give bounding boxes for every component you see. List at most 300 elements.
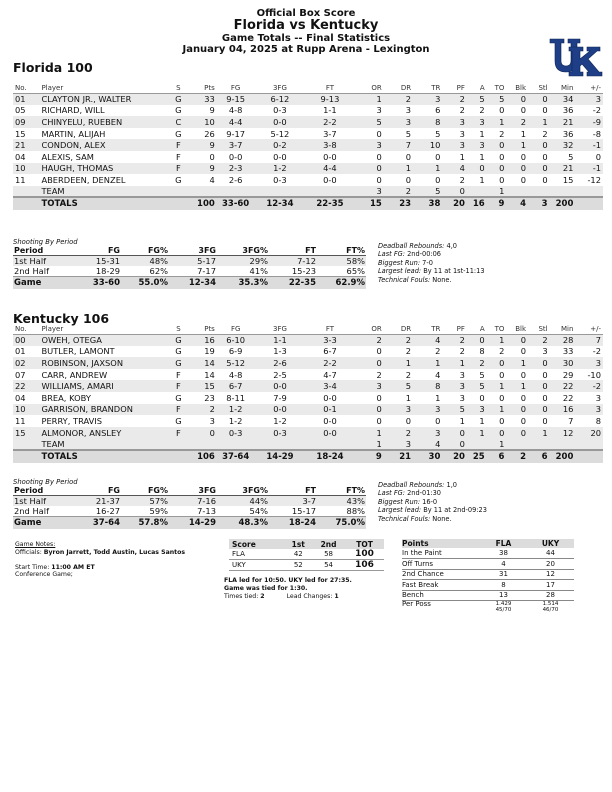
stat-cell: 3 [459,369,465,380]
stat-cell: 3 [528,197,550,210]
column-header: FT [269,486,317,496]
stat-cell: 4-8 [228,105,243,116]
stat-cell: 0-0 [305,427,354,439]
stat-cell: 0-0 [323,415,337,426]
column-header: Stl [528,325,550,334]
stat-cell: 7 [575,334,603,346]
stat-cell: F [176,369,181,380]
stat-cell: 7-13 [197,506,216,516]
stat-cell: 4 [506,197,528,210]
stat-cell [575,186,603,198]
column-header: Stl [528,84,550,93]
stat-cell: CLAYTON JR., WALTER [39,93,167,105]
stat-cell: 5 [479,369,485,380]
column-header: 3FG [169,246,217,256]
florida-team-title: Florida 100 [13,60,93,75]
stat-cell: 1 [479,415,485,426]
stat-cell: 0 [520,415,527,426]
stat-cell: 22-35 [305,197,354,210]
stat-cell: 07 [15,369,26,380]
stat-cell: 3-7 [269,496,317,507]
stat-cell: 1-1 [323,105,337,116]
stat-cell: 7-12 [269,256,317,267]
stat-cell: MARTIN, ALIJAH [41,128,106,139]
column-header: FT [305,84,354,93]
kentucky-game-notes: Deadball Rebounds: 1,0 Last FG: 2nd-01:30 Biggest Run: 16-0 Largest lead: By 11 at 2nd-09:23 Technical Fouls: None. [378,481,487,523]
stat-cell: 0-0 [255,380,306,392]
score-row [229,549,384,560]
stat-cell: 8 [413,116,442,128]
column-header: 3FG% [217,246,269,256]
stat-cell: F [168,380,189,392]
points-cell: Off Turns [402,559,480,570]
stat-cell: 0 [499,369,505,380]
stat-cell: G [175,415,182,426]
stat-cell: F [168,139,189,151]
stat-cell [168,186,189,198]
stat-cell: PERRY, TRAVIS [41,415,103,426]
score-row [229,560,384,571]
stat-cell [305,186,354,198]
stat-cell: 2-6 [255,357,306,369]
stat-cell: G [168,93,189,105]
stat-cell: 19 [204,346,215,357]
stat-cell: F [168,404,189,416]
stat-cell: 3-8 [305,139,354,151]
stat-cell: 5 [442,404,467,416]
stat-cell [575,197,603,210]
points-cell: 8 [480,580,527,591]
player-row [13,346,603,358]
stat-cell: 0 [467,334,487,346]
stat-cell: 2 [384,93,413,105]
stat-cell: 0-0 [323,151,337,162]
stat-cell: 7-16 [169,496,217,507]
stat-cell: 0-0 [228,151,243,162]
start-time-line: Start Time: 11:00 AM ET [15,563,95,571]
period-row [13,506,366,517]
per-poss-row: Per Poss 1.429 45/70 1.514 46/70 [402,600,559,614]
stat-cell: 33-60 [217,197,255,210]
florida-box-score-table [13,84,603,210]
stat-cell: C [168,116,189,128]
stat-cell: 35.3% [217,277,269,289]
stat-cell: 37-64 [217,450,255,463]
stat-cell: 2 [405,346,412,357]
stat-cell: 0 [542,369,548,380]
stat-cell: 2 [405,369,412,380]
stat-cell: 3 [209,415,215,426]
stat-cell: 11 [15,174,26,185]
stat-cell: 7-9 [273,392,287,403]
stat-cell: 8 [413,380,442,392]
score-cell: FLA [229,549,285,560]
points-cell: 2nd Chance [402,569,480,580]
stat-cell: 10 [13,404,39,416]
stat-cell: 2 [467,357,487,369]
column-header: UKY [527,539,574,548]
stat-cell: 2 [459,105,465,116]
stat-cell: 9 [209,105,215,116]
stat-cell: ROBINSON, JAXSON [39,357,167,369]
stat-cell: 2 [376,369,382,380]
stat-cell: 0-0 [254,116,305,128]
column-header: 1st [285,539,313,549]
stat-cell: 5 [467,380,487,392]
player-row [13,415,603,427]
stat-cell: 1st Half [13,256,73,267]
stat-cell: 3-7 [217,139,255,151]
player-row [13,151,603,163]
stat-cell: 5 [435,128,441,139]
stat-cell: 04 [15,392,26,403]
stat-cell: 1 [479,151,485,162]
stat-cell: 3 [442,116,467,128]
stat-cell: 0 [499,151,505,162]
stat-cell: 16-27 [95,506,120,516]
stat-cell: -10 [587,369,601,380]
stat-cell: RICHARD, WILL [41,105,105,116]
stat-cell: 55.0% [121,277,169,289]
column-header: 3FG% [217,486,269,496]
stat-cell [13,450,39,463]
column-header: PF [442,84,467,93]
score-cell: 100 [345,549,384,560]
period-row [13,266,366,277]
stat-cell: 0 [479,392,485,403]
stat-cell [255,438,306,450]
points-cell: 4 [480,559,527,570]
stat-cell: 9-13 [305,93,354,105]
stat-cell: 1 [384,163,413,175]
stat-cell: 0 [595,151,601,162]
stat-cell: 0 [487,163,507,175]
stat-cell: 15 [189,380,217,392]
stat-cell: HAUGH, THOMAS [39,163,167,175]
stat-cell: 20 [575,427,603,439]
stat-cell [506,438,528,450]
stat-cell: 10 [189,116,217,128]
stat-cell: -2 [575,380,603,392]
stat-cell: 2-2 [305,357,354,369]
stat-cell: 0 [499,105,505,116]
stat-cell: 0 [499,392,505,403]
stat-cell: 3 [413,93,442,105]
stat-cell: WILLIAMS, AMARI [39,380,167,392]
stat-cell: 33 [562,346,574,357]
stat-cell: 11 [15,415,26,426]
stat-cell: 0 [528,357,550,369]
stat-cell [528,438,550,450]
stat-cell: 5 [405,128,412,139]
stat-cell: 0-2 [254,139,305,151]
column-header: 3FG [169,486,217,496]
stat-cell: 2 [506,116,528,128]
stat-cell: 0 [528,163,550,175]
stat-cell: 2-5 [273,369,287,380]
stat-cell: 1 [405,392,412,403]
points-cell: Bench [402,590,480,601]
column-header: Min [550,325,576,334]
stat-cell: CONDON, ALEX [39,139,167,151]
stat-cell [189,438,217,450]
stat-cell: CHINYELU, RUEBEN [39,116,167,128]
team-row [13,438,603,450]
stat-cell: 34 [550,93,576,105]
stat-cell: 0 [506,334,528,346]
stat-cell: 1-2 [273,415,287,426]
stat-cell: 88% [346,506,365,516]
stat-cell: 5 [384,380,413,392]
stat-cell: 25 [467,450,487,463]
game-notes [15,541,185,579]
stat-cell: 1 [459,415,465,426]
stat-cell: 54% [249,506,268,516]
stat-cell [575,438,603,450]
stat-cell: F [168,163,189,175]
florida-game-notes: Deadball Rebounds: 4,0 Last FG: 2nd-00:06 Biggest Run: 7-0 Largest lead: By 11 at 1st-11:13 Technical Fouls: None. [378,242,485,284]
column-header: 3FG [254,84,305,93]
stat-cell: 2 [355,334,384,346]
stat-cell [305,438,354,450]
stat-cell: 0 [542,105,548,116]
stat-cell: 21 [550,116,576,128]
stat-cell: 1st Half [13,496,73,507]
column-header: OR [354,84,383,93]
column-header: 3FG [255,325,306,334]
stat-cell: G [175,128,182,139]
stat-cell: 2 [384,186,413,198]
stat-cell: 14 [204,369,215,380]
stat-cell [550,438,576,450]
stat-cell: 1 [528,427,550,439]
stat-cell: 6-10 [217,334,255,346]
game-date-venue: January 04, 2025 at Rupp Arena - Lexington [182,44,430,56]
stat-cell: 33 [189,93,217,105]
stat-cell [550,186,576,198]
stat-cell: 62% [149,266,168,276]
stat-cell: 58% [317,256,366,267]
column-header: FT% [317,246,366,256]
column-header: S [168,325,189,334]
stat-cell: 3 [575,404,603,416]
stat-cell: 0 [435,415,441,426]
stat-cell: 0 [376,174,382,185]
stat-cell: 0 [542,392,548,403]
stat-cell: 2 [442,334,467,346]
points-row [402,580,574,591]
stat-cell: 3-4 [305,380,354,392]
stat-cell: 4 [413,438,442,450]
stat-cell: ALEXIS, SAM [41,151,94,162]
column-header: DR [384,84,413,93]
stat-cell: 5 [568,151,574,162]
stat-cell: 29% [217,256,269,267]
player-row [13,163,603,175]
stat-cell [13,197,39,210]
stat-cell: -9 [575,116,603,128]
stat-cell: 36 [562,105,574,116]
stat-cell: 21-37 [73,496,121,507]
stat-cell: 6-7 [323,346,337,357]
stat-cell: 4 [435,369,441,380]
stat-cell: 1 [355,438,384,450]
stat-cell: 200 [550,450,576,463]
stat-cell: 12-34 [254,197,305,210]
stat-cell: 0 [354,163,383,175]
stat-cell: 0 [520,174,527,185]
column-header: DR [384,325,413,334]
stat-cell: 2 [479,105,485,116]
stat-cell: 3 [459,392,465,403]
stat-cell [467,186,487,198]
stat-cell: 3 [384,116,413,128]
stat-cell: 8 [479,346,485,357]
stat-cell: 22 [550,380,576,392]
player-row [13,427,603,439]
stat-cell: 2 [459,346,465,357]
stat-cell: ABERDEEN, DENZEL [41,174,126,185]
stat-cell: 48% [121,256,169,267]
stat-cell: 0-0 [323,174,337,185]
points-cell: 44 [527,548,574,559]
stat-cell: 0 [376,128,382,139]
stat-cell: 9 [189,163,217,175]
stat-cell: G [175,392,182,403]
stat-cell: 14 [189,357,217,369]
column-header: No. [13,84,39,93]
stat-cell [467,438,487,450]
stat-cell: 28 [550,334,576,346]
stat-cell: 0 [528,93,550,105]
points-cell: Fast Break [402,580,480,591]
stat-cell: 1 [355,427,384,439]
stat-cell: 2 [384,334,413,346]
column-header: PF [442,325,467,334]
stat-cell: 0-0 [255,404,306,416]
stat-cell: 3 [467,404,487,416]
stat-cell: 1 [487,186,507,198]
score-by-period-table [229,539,384,571]
stat-cell: 0 [520,392,527,403]
stat-cell: 3 [442,380,467,392]
report-subtitle: Game Totals -- Final Statistics [221,33,391,45]
stat-cell: 1-2 [254,163,305,175]
stat-cell: 9 [355,450,384,463]
stat-cell: 0 [376,346,382,357]
stat-cell: 6 [528,450,550,463]
stat-cell: 65% [346,266,365,276]
stat-cell: 1 [487,404,507,416]
stat-cell: G [168,334,189,346]
period-row [13,256,366,267]
stat-cell [13,438,39,450]
stat-cell: 0 [542,415,548,426]
stat-cell: TEAM [39,438,167,450]
player-row [13,404,603,416]
stat-cell: 9 [189,139,217,151]
stat-cell: BREA, KOBY [41,392,91,403]
points-row [402,548,574,559]
stat-cell [189,186,217,198]
stat-cell: 57% [121,496,169,507]
stat-cell: ALMONOR, ANSLEY [39,427,167,439]
stat-cell: TOTALS [39,197,167,210]
column-header: FG [73,486,121,496]
stat-cell: 3 [354,139,383,151]
stat-cell: 0 [487,357,507,369]
score-cell: 42 [285,549,313,560]
stat-cell: 36 [562,128,574,139]
stat-cell: G [175,105,182,116]
stat-cell: 2 [499,346,505,357]
stat-cell: 10 [13,163,39,175]
stat-cell: 15-23 [291,266,316,276]
stat-cell: 3 [595,392,601,403]
stat-cell: 16 [467,197,487,210]
stat-cell: 0-3 [273,174,287,185]
stat-cell: 2-3 [217,163,255,175]
stat-cell: 4 [413,334,442,346]
column-header: Blk [506,84,528,93]
points-cell: 17 [527,580,574,591]
stat-cell: 0 [376,415,382,426]
column-header: FG [217,325,255,334]
stat-cell: G [175,346,182,357]
score-cell: 52 [285,560,313,571]
stat-cell: 0 [355,404,384,416]
stat-cell: 33-60 [73,277,121,289]
conference-line: Conference Game; [15,571,73,579]
stat-cell: 22-35 [269,277,317,289]
column-header: Period [13,246,73,256]
stat-cell: 1 [506,357,528,369]
stat-cell: 0 [442,427,467,439]
kentucky-box-score-table [13,325,603,463]
stat-cell: 0-0 [273,151,287,162]
stat-cell: 23 [384,197,413,210]
player-row [13,105,603,117]
stat-cell: 18-29 [95,266,120,276]
stat-cell: 7 [384,139,413,151]
totals-row [13,197,603,210]
stat-cell: 7-17 [197,266,216,276]
stat-cell: 6 [487,450,507,463]
stat-cell: 6-12 [254,93,305,105]
column-header: S [168,84,189,93]
stat-cell: 3 [405,105,412,116]
stat-cell: 05 [15,105,26,116]
column-header: Pts [189,325,217,334]
stat-cell: 0 [506,404,528,416]
stat-cell: 10 [413,139,442,151]
stat-cell: 1-2 [228,415,243,426]
game-notes-title: Game Notes: [15,541,56,548]
stat-cell: 2 [384,427,413,439]
stat-cell: 200 [550,197,576,210]
florida-shooting-by-period [13,238,366,289]
stat-cell: 16 [550,404,576,416]
stat-cell: 14-29 [169,517,217,529]
stat-cell: TOTALS [39,450,167,463]
stat-cell [254,186,305,198]
stat-cell: 1 [487,334,507,346]
stat-cell: 3 [467,139,487,151]
stat-cell: 1 [487,438,507,450]
stat-cell: 2 [528,334,550,346]
stat-cell [168,197,189,210]
column-header: Blk [506,325,528,334]
